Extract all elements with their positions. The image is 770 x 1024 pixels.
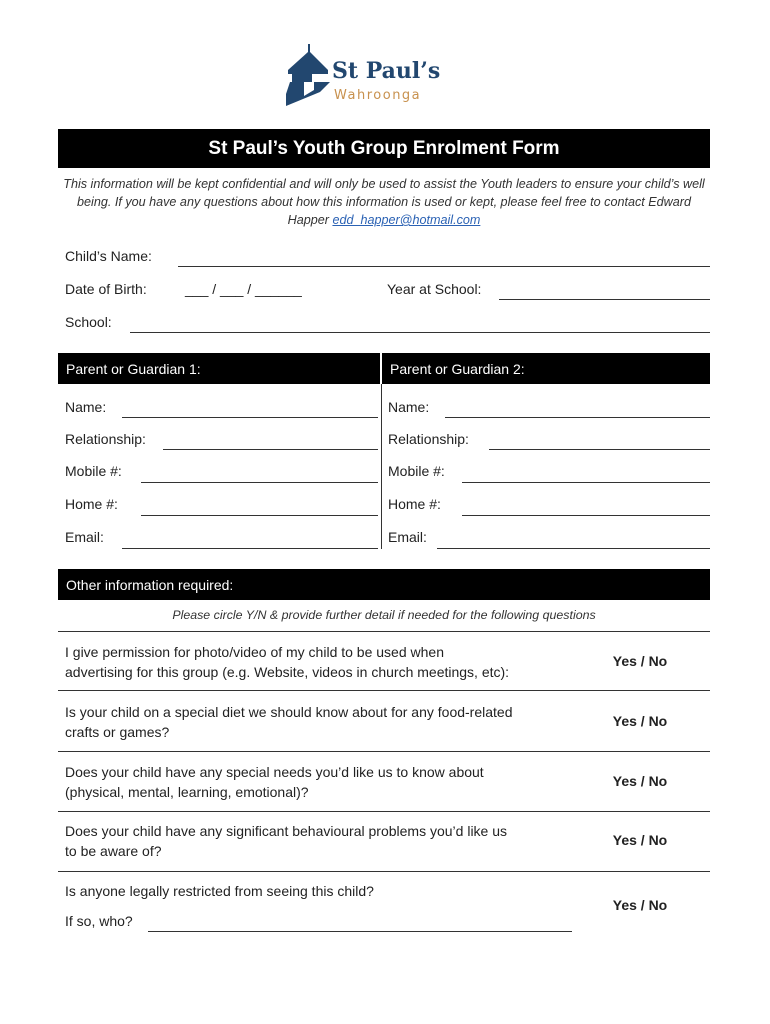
question-text: advertising for this group (e.g. Website, videos in church meetings, etc): [65,664,510,680]
divider [58,751,710,752]
question-text: Does your child have any special needs you’d like us to know about [65,764,484,780]
logo-name: St Paul’s [332,58,441,84]
year-at-school-label: Year at School: [387,281,482,297]
guardian-divider [381,384,382,549]
question-text: Does your child have any significant behavioural problems you’d like us [65,823,508,839]
guardian-2-name-field[interactable] [445,417,710,418]
question-behaviour [65,821,575,861]
form-title: St Paul’s Youth Group Enrolment Form [58,129,710,168]
intro-paragraph: This information will be kept confidential and will only be used to assist the Youth leaders to ensure your child’s well being. If you have any questions about how this information is used or kept, please feel free to contact Edward Happer [63,177,705,227]
question-special-needs [65,762,575,802]
guardian-1-header: Parent or Guardian 1: [58,353,380,384]
yes-no-answer-diet[interactable]: Yes / No [612,713,668,729]
intro-text [58,175,710,229]
guardian-2-mobile-field[interactable] [462,482,710,483]
year-at-school-field[interactable] [499,299,710,300]
yes-no-answer-legal[interactable]: Yes / No [612,897,668,913]
guardian-1-email-field[interactable] [122,548,378,549]
school-field[interactable] [130,332,710,333]
dob-field[interactable]: ___ / ___ / ______ [185,281,302,297]
guardian-2-mobile-label: Mobile #: [388,463,445,479]
guardian-2-home-field[interactable] [462,515,710,516]
yes-no-answer-photo[interactable]: Yes / No [612,653,668,669]
if-so-who-field[interactable] [148,931,572,932]
divider [58,690,710,691]
guardian-2-header: Parent or Guardian 2: [382,353,710,384]
question-text: (physical, mental, learning, emotional)? [65,784,309,800]
question-text: I give permission for photo/video of my child to be used when [65,644,444,660]
question-photo-permission [65,642,575,682]
logo-subtitle: Wahroonga [334,88,422,103]
if-so-who-label: If so, who? [65,913,133,929]
church-steeple-icon [284,44,332,110]
st-pauls-logo [284,44,454,110]
guardian-1-relationship-field[interactable] [163,449,378,450]
question-text: Is your child on a special diet we should know about for any food-related [65,704,513,720]
other-info-note: Please circle Y/N & provide further detail if needed for the following questions [172,608,596,622]
question-text: Is anyone legally restricted from seeing this child? [65,883,374,899]
question-text: to be aware of? [65,843,162,859]
guardian-2-email-field[interactable] [437,548,710,549]
guardian-1-home-field[interactable] [141,515,378,516]
guardian-2-email-label: Email: [388,529,427,545]
yes-no-answer-needs[interactable]: Yes / No [612,773,668,789]
child-name-field[interactable] [178,266,710,267]
guardian-1-mobile-label: Mobile #: [65,463,122,479]
guardian-1-name-field[interactable] [122,417,378,418]
divider [58,871,710,872]
school-label: School: [65,314,112,330]
question-special-diet [65,702,575,742]
guardian-1-email-label: Email: [65,529,104,545]
guardian-1-mobile-field[interactable] [141,482,378,483]
yes-no-answer-behaviour[interactable]: Yes / No [612,832,668,848]
guardian-2-home-label: Home #: [388,496,441,512]
question-text: crafts or games? [65,724,170,740]
guardian-2-name-label: Name: [388,399,430,415]
contact-email-link[interactable]: edd_happer@hotmail.com [332,213,481,227]
guardian-1-name-label: Name: [65,399,107,415]
question-legal-restriction [65,881,575,901]
guardian-1-home-label: Home #: [65,496,118,512]
guardian-1-relationship-label: Relationship: [65,431,146,447]
divider [58,811,710,812]
other-info-header: Other information required: [58,569,710,600]
dob-label: Date of Birth: [65,281,147,297]
divider [58,631,710,632]
guardian-2-relationship-field[interactable] [489,449,710,450]
guardian-2-relationship-label: Relationship: [388,431,469,447]
child-name-label: Child’s Name: [65,248,152,264]
